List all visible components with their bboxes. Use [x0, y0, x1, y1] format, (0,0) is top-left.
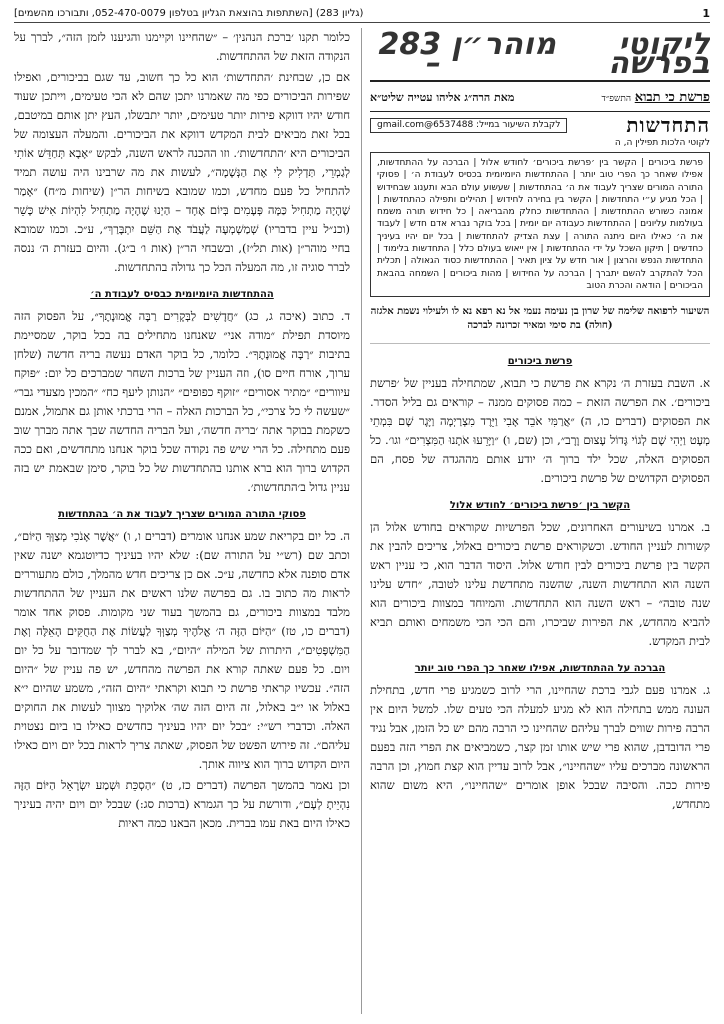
parsha-year: התשפ״ד [601, 94, 632, 104]
section-2 [370, 496, 710, 651]
masthead-number: 283 – [378, 28, 442, 81]
paragraph: ה. כל יום בקריאת שמע אנחנו אומרים (דברים ו, ו) ״אֲשֶׁר אָנֹכִי מְצַוְּךָ הַיּוֹם״, וכתב שם (רש״י על התורה שם): שלא יהיו בעיניך כדיוטגמא ישנה שאין אדם סופנה אלא כחדשה, ע״כ. אם כן צריכים חדש מהמלך, כולם מתעוררים לראות מה כתוב בו. גם בפרשה שלנו ראשים את העניין של ההתחדשות מלבד במצוות ביכורים, גם בהמשך בעוד שני מקומות. פסוק אחד אומר (דברים כו, טז) ״הַיּוֹם הַזֶּה ה׳ אֱלֹהֶיךָ מְצַוְּךָ לַעֲשׂוֹת אֶת הַחֻקִּים הָאֵלֶּה וְאֶת הַמִּשְׁפָּטִים״, היתרות של המילה ״היום״, בא לברר לך שמדובר על כל יום ויום. כל פעם שאתה קורא את הפרשה מהחדש, יש פה עניין של ״היום הזה״. עכשיו קראתי פרשת כי תבוא וקראתי ״היום הזה״, משמע שהיום י״א באלול או י״ב באלול, זה היום הזה שה׳ אלוקיך מצווך לעשות את החוקים האלה. וכדברי רש״י: ״בכל יום יהיו בעיניך כחדשים כאילו בו ביום נצטוית עליהם״. זה פירוש הפשט של הפסוק, שאתה צריך לראות בכל יום ויום כאילו היום הקדוש ברוך הוא ציווה אותך. [14, 529, 350, 771]
author: מאת הרה״ג אליהו עטייה שליט״א [370, 91, 515, 104]
lesson-heading: התחדשות [626, 113, 710, 137]
likutei-reference: לקוטי הלכות תפילין ה, ה [614, 138, 710, 148]
paragraph: כלומר תקנו ׳ברכת הנהנין׳ – ״שהחיינו וקיימנו והגיענו לזמן הזה״, לברך על הנקודה הזאת של ההתחדשות. [14, 30, 350, 63]
section-heading: ההתחדשות היומיומית כבסיס לעבודת ה׳ [90, 289, 274, 300]
column-divider [361, 28, 362, 1014]
section-1 [370, 352, 710, 488]
paragraph: ד. כתוב (איכה ג, כג) ״חֲדָשִׁים לַבְּקָרִים רַבָּה אֱמוּנָתֶךָ״, על הפסוק הזה מיוסדת תפילת ״מודה אני״ שאנחנו מתחילים בה בכל בוקר, שמסיימת בתיבות ״רַבָּה אֱמוּנָתֶךָ״. כלומר, כל בוקר האדם נעשה בריה חדשה (שלחן ערוך, אורח חיים סו), וזה העניין של ברכות השחר שמברכים כל יום: ״פוקח עיוורים״ ״מתיר אסורים״ ״זוקף כפופים״ ״הנותן ליעף כח״ ״המכין מצעדי גבר״ ״שעשה לי כל צרכי״, כל הברכות האלה – הרי ברכתי אותן גם אתמול, אמנם כשקמת בבוקר אתה ׳בריה חדשה׳, ועל הבריה החדשה שבך אתה מברך שוב פעם מתחילה. כל הרי שיש פה נקודה שכל בוקר אנחנו מתחדשים, ואם ככה הקדוש ברוך הוא ברא אותנו בהתחדשות של כל בוקר, סימן שבאמת יש בזה עניין גדול ב׳התחדשות׳. [14, 309, 350, 494]
paragraph: א. השבת בעזרת ה׳ נקרא את פרשת כי תבוא, שמתחילה בעניין של ׳פרשת ביכורים׳. את הפרשה הזאת – כמה פסוקים ממנה – קוראים גם בליל הסדר. את הפסוקים (דברים כו, ה) ״אֲרַמִּי אֹבֵד אָבִי וַיֵּרֶד מִצְרַיְמָה וַיָּגָר שָׁם בִּמְתֵי מְעָט וַיְהִי שָׁם לְגוֹי גָּדוֹל עָצוּם וָרָב״, וכן (שם, ו) ״וַיָּרֵעוּ אֹתָנוּ הַמִּצְרִים״ וגו׳. כל הפסוקים האלה, שכל ילד ברוך ה׳ יודע אותם מההגדה של פסח, הם הפסוקים הקדושים של פרשת ביכורים. [370, 376, 710, 486]
parsha-name: פרשת כי תבוא [634, 90, 710, 105]
parsha-line [370, 88, 710, 112]
section-3 [370, 659, 710, 814]
section-heading: הברכה על ההתחדשות, אפילו שאחר כך הפרי טוב יותר [414, 663, 666, 675]
paragraph: אם כן, שבחינת ׳התחדשות׳ הוא כל כך חשוב, עד שגם בביכורים, ואפילו שפירות הביכורים כפי מה שאמרנו יתכן שהם לא הכי טעימים, וייתכן שעוד חודש יהיו דווקא פירות יותר טעימים, יותר יתבשלו, העץ יתן אותם במיטבם, בכל זאת מביאים לבית המקדש דווקא את הביכורים. והמעלה העצומה של הביכורים היא ׳התחדשות׳. וזו ההכנה לראש השנה, לבקש ״אָבָא תְּחַדֵּשׁ אוֹתִי לְגַמְרֵי, תַּדְלִיק לִי אֶת הַנְּשָׁמָה״, לעשות את מה שרבינו היה עושה תמיד להתחיל כל פעם מחדש, וכמו שמובא בשיחות הר״ן (שיחות מ״ח) ״אָמַר שֶׁהָיָה מַתְחִיל כַּמָּה פְּעָמִים בְּיוֹם אֶחָד – הַיְנוּ שֶׁהָיָה מַתְחִיל לִהְיוֹת אִישׁ כָּשֵׁר (וכנ״ל עיין בדבריו) שְׁמַשְׁמְעָה לַעֲבֹד אֶת הַשֵּׁם יִתְבָּרַךְ״, ע״כ. וכמו שמובא בחיי מוהר״ן (אות תל״ז), ובשבחי הר״ן (אות ו׳ ב״ג). והיום בעזרת ה׳ ננסה לברר סוגיה זו, מה המעלה הכל כך גדולה בהתחדשות. [14, 70, 350, 274]
paragraph: ג. אמרנו פעם לגבי ברכת שהחיינו, הרי לרוב כשמגיע פרי חדש, בתחילת העונה ממש בתחילה הוא לא מגיע למעלה הכי טעים שלו. למשל היום אין הרבה פירות שווים לברך עליהם שהחיינו כי הרבה מהם יש כל הזמן, אבל נגיד פרי הדובדבן, שהוא פרי שיש אותו זמן קצר, כשמביאים את הפרי הזה בפעם הראשונה מברכים עליו ״שהחיינו״, אבל לרוב עדיין הוא קצת חמוץ, וכן הרבה פירות ככה. והסיבה שבכל אופן אומרים ״שהחיינו״, היא משום שהוא מתחדש, [370, 683, 710, 812]
left-column [14, 28, 350, 1016]
table-of-contents: פרשת ביכורים | הקשר בין ׳פרשת ביכורים׳ לחודש אלול | הברכה על ההתחדשות, אפילו שאחר כך הפרי טוב יותר | ההתחדשות היומיומית בכסיס לעבודת ה׳ | פסוקי התורה המורים שצריך לעבוד את ה׳ בהתחדשות | שעשוע עולם הבא ותענוג שבחידוש | הכל מגיע ע״י התחדשות | הקשר בין בחירה לחידוש | תהילים ותפילה כהתחדשות | אמונה כשורש ההתחדשות | ההתחדשות כחלק מהבריאה | כל חידוש תורה משמח בעולמות עליונים | ההתחדשות כעבודה יום יומית | בכל בוקר נברא אדם חדש | לעבוד את ה׳ כאילו היום ניתנה התורה | עצת הצדיק להתחדשות | בכל יום יהיו בעיניך כחדשים | תיקון השכל על ידי ההתחדשות | אין ייאוש בעולם כלל | התחדשות בלימוד | התחדשות הנפש והרצון | אור חדש על ציון תאיר | ההתחדשות כסוד הגאולה | תכלית הכל להתקרב להשם יתברך | הברכה על החידוש | מהות ביכורים | השמחה בהבאת הביכורים | הודאה והכרת הטוב [370, 152, 710, 297]
paragraph: וכן נאמר בהמשך הפרשה (דברים כז, ט) ״הַסְכֵּת וּשְׁמַע יִשְׂרָאֵל הַיּוֹם הַזֶּה נִהְיֵיתָ לְעָם״, ודורשת על כך הגמרא (ברכות סג:) שבכל יום ויום יהיה בעיניך כאילו היום באת עמו בברית. מכאן הבאנו כמה ראיות [14, 778, 350, 830]
section-heading: הקשר בין ׳פרשת ביכורים׳ לחודש אלול [449, 500, 631, 512]
right-column [370, 28, 710, 1016]
issue-note: (גליון 283) [השתתפות בהוצאת הגליון בטלפון 052-470-0079, ותבורכו מהשמים] [14, 8, 364, 19]
refuah-dedication: השיעור לרפואה שלימה של שרון בן נעימה נעמי אל נא רפא נא לו ולעילוי נשמת אלגזה (חולה) בת סימי ומאיר זכרונה לברכה [370, 306, 710, 332]
section-heading: פרשת ביכורים [507, 356, 573, 368]
section-heading: פסוקי התורה המורים שצריך לעבוד את ה׳ בהתחדשות [58, 509, 306, 520]
heading-row [370, 113, 710, 137]
paragraph: ב. אמרנו בשיעורים האחרונים, שכל הפרשיות שקוראים בחודש אלול הן קשורות לעניין החודש. וכשקוראים פרשת ביכורים באלול, צריכים להבין את הקשר בין פרשת ביכורים לבין חודש אלול. היסוד הדבר הוא, כי עניין ראש השנה הוא התחדשות השנה, שהשנה מתחדשת עלינו לטובה, ״חדש עלינו שנה טובה״ – ראש השנה הוא התחדשות. והמיוחד במצוות ביכורים הוא להביא מהחדש, את הפירות שביכרו, והם הכי הכי משמחים ואותם תביא לבית המקדש. [370, 520, 710, 649]
page-number: 1 [702, 7, 710, 20]
masthead [370, 28, 710, 82]
top-bar [14, 6, 710, 23]
divider [370, 343, 710, 344]
masthead-title: ליקוטי מוהר״ן בפרשה [451, 28, 710, 81]
email-subscribe: לקבלת השיעור במייל: 6537488@gmail.com [370, 118, 567, 133]
